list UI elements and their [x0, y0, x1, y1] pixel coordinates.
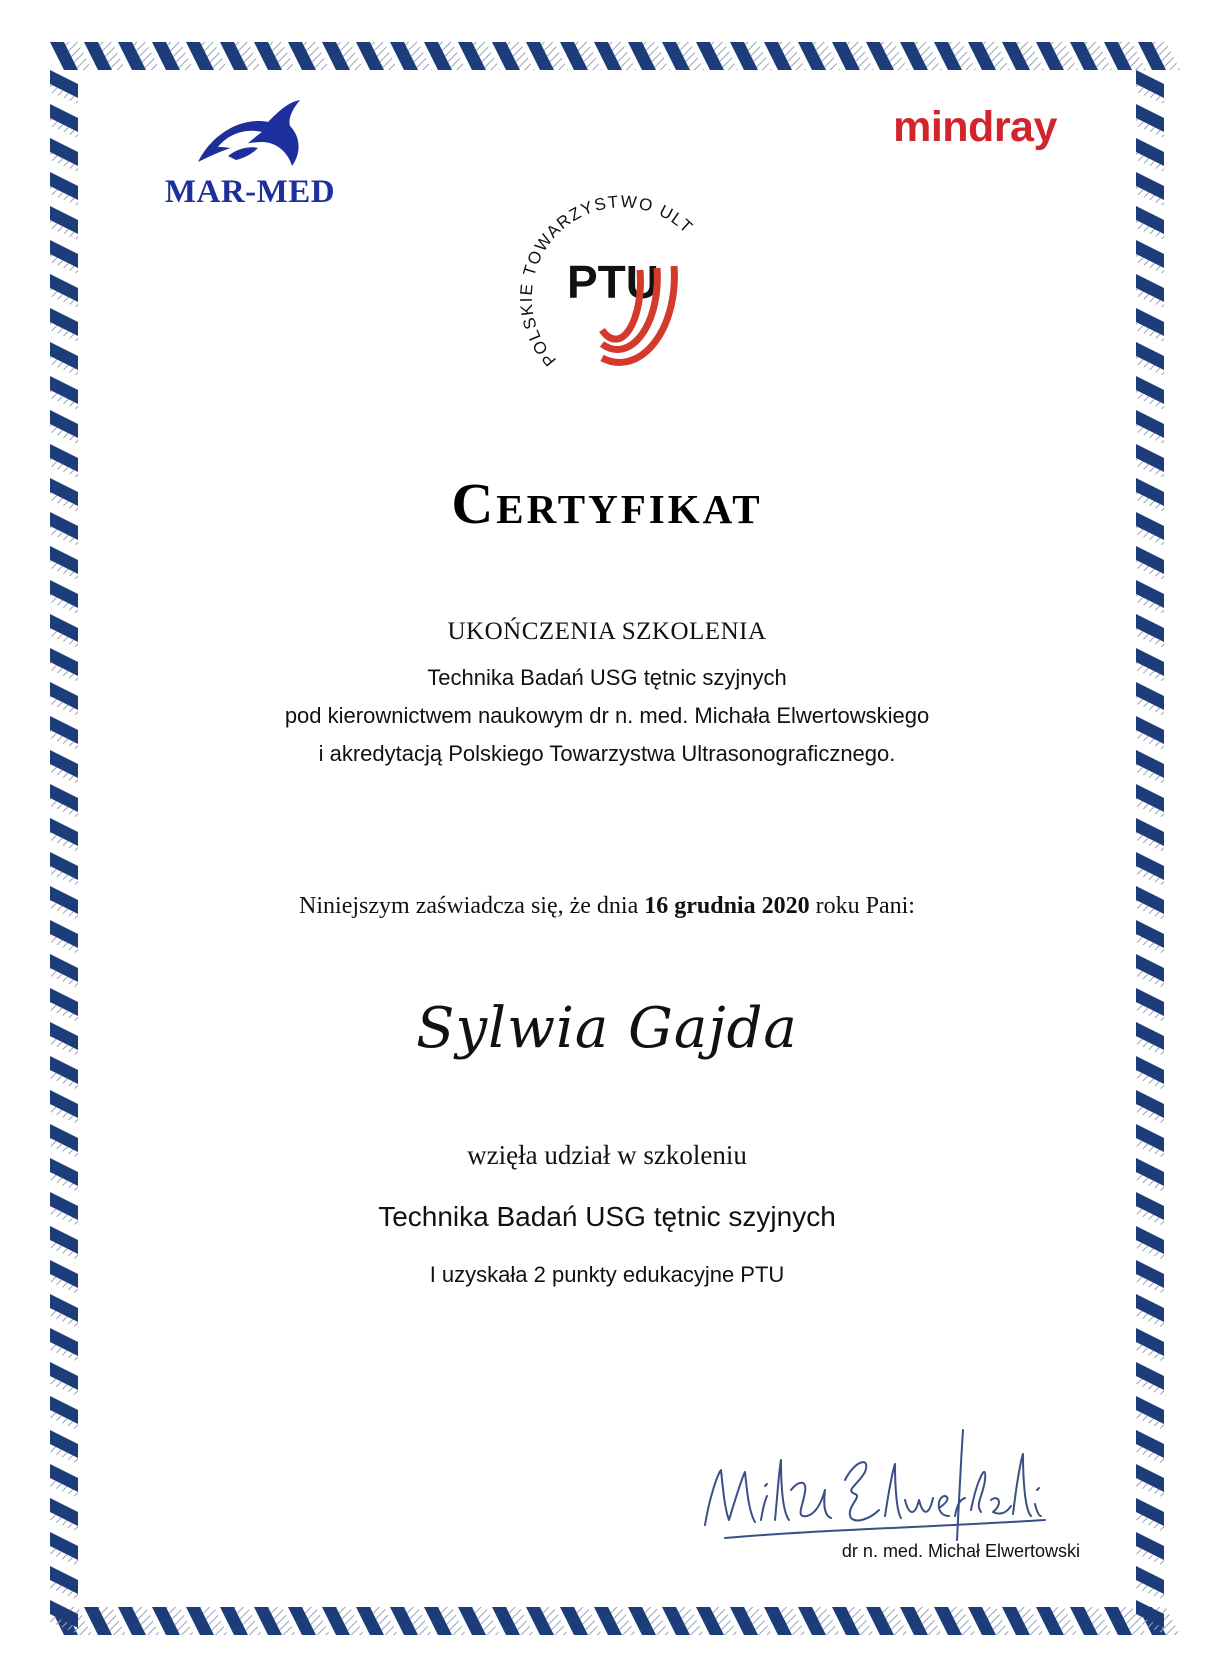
course-name: Technika Badań USG tętnic szyjnych	[378, 1201, 836, 1232]
dolphin-icon	[188, 92, 313, 177]
points-line: I uzyskała 2 punkty edukacyjne PTU	[429, 1262, 785, 1287]
statement-prefix: Niniejszym zaświadcza się, że dnia	[299, 893, 639, 919]
course-line: Technika Badań USG tętnic szyjnych	[427, 665, 787, 690]
recipient-name: Sylwia Gajda	[416, 996, 798, 1061]
participation-line: wzięła udział w szkoleniu	[467, 1140, 747, 1170]
marmed-logo	[150, 92, 350, 217]
signature-image	[695, 1420, 1055, 1550]
certificate-title: Certyfikat	[451, 471, 763, 536]
ptu-logo	[482, 160, 732, 410]
mindray-logo: mindray	[893, 103, 1057, 151]
certificate-date: 16 grudnia 2020	[644, 893, 810, 919]
marmed-wordmark: MAR-MED	[164, 174, 336, 210]
supervision-line: pod kierownictwem naukowym dr n. med. Michała Elwertowskiego	[284, 703, 930, 728]
signer-name: dr n. med. Michał Elwertowski	[841, 1541, 1080, 1561]
statement-line	[0, 893, 1214, 920]
statement-suffix: roku Pani:	[815, 893, 915, 919]
accreditation-line: i akredytacją Polskiego Towarzystwa Ultrasonograficznego.	[318, 741, 896, 766]
ptu-abbreviation: PTU	[567, 256, 659, 308]
ptu-ring-text: POLSKIE TOWARZYSTWO ULT	[516, 191, 698, 370]
certificate-subtitle: UKOŃCZENIA SZKOLENIA	[447, 618, 767, 645]
